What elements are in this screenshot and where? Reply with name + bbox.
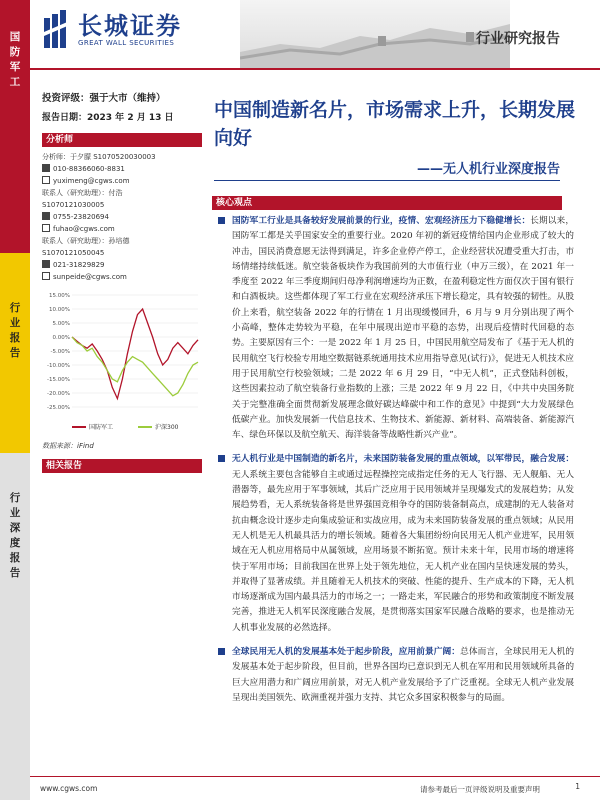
y-tick-label: -25.00% <box>47 405 70 411</box>
logo-text-cn: 长城证券 <box>78 11 182 40</box>
logo <box>44 10 182 50</box>
y-tick-label: 5.00% <box>52 321 70 327</box>
report-type: 行业研究报告 <box>476 31 560 47</box>
contact-line: S1070121030005 <box>42 201 105 209</box>
y-tick-label: 15.00% <box>49 293 70 299</box>
page-header <box>30 0 600 70</box>
contact-line: 联系人（研究助理）：孙培德 <box>42 237 130 245</box>
chart-source: 数据来源：iFind <box>42 442 94 450</box>
side-depth-tag: 行业深度报告 <box>0 453 30 800</box>
analyst-phone: 010-88366060-8831 <box>42 163 202 175</box>
y-tick-label: 0.00% <box>52 335 70 341</box>
investment-rating: 投资评级：强于大市（维持） <box>42 93 166 104</box>
mail-icon <box>42 176 50 184</box>
contact-email[interactable]: sunpeide@cgws.com <box>42 271 202 283</box>
report-date: 报告日期：2023 年 2 月 13 日 <box>42 113 174 123</box>
mail-icon <box>42 224 50 232</box>
phone-icon <box>42 260 50 268</box>
great-wall-image <box>240 0 510 68</box>
phone-icon <box>42 164 50 172</box>
series-line <box>72 309 198 399</box>
report-subtitle: ——无人机行业深度报告 <box>416 162 560 177</box>
y-tick-label: -10.00% <box>47 363 70 369</box>
y-tick-label: 10.00% <box>49 307 70 313</box>
side-bar <box>0 0 30 800</box>
core-paragraph <box>214 645 574 706</box>
title-divider <box>214 180 560 181</box>
page-footer <box>30 776 600 800</box>
performance-chart-svg <box>42 289 202 439</box>
phone-icon <box>42 212 50 220</box>
paragraph-lead: 全球民用无人机的发展基本处于起步阶段，应用前景广阔： <box>232 647 461 658</box>
logo-mark-icon <box>44 10 72 50</box>
paragraph-text: 无人系统主要包含能够自主或通过远程操控完成指定任务的无人飞行器、无人舰船、无人潜器等，最先应用于军事领域，其后广泛应用于民用领域并呈现爆发式的发展趋势；从发展趋势看，无人系统装备将是世界强国竞相争夺的国防装备制高点，成建制的无人装备对抗由概念设计逐步走向集成验证和实战应用，成为未来国防装备发展的重点领域；从民用无人机是无人机最具活力的增长领域。随着各大集团纷纷向民用无人机产业进军，民用领域在无人机应用格局中从属领域，应用场景不断拓宽。预计未来十年，民用市场的增速将快于军用市场；目前我国在世界上处于领先地位，无人机产业在国内呈快速发展的势头，并取得了显著成绩。并且随着无人机技术的突破、性能的提升、生产成本的下降，无人机市场逐渐成为国内最具活力的市场之一；一路走来，军民融合的形势和政策制度不断发展完善，推进无人机军民深度融合发展，是贯彻落实国家军民融合战略的要求，也是推动无人机事业发展的必然选择。 <box>232 469 574 633</box>
footer-url[interactable]: www.cgws.com <box>40 784 98 793</box>
info-column <box>42 90 202 477</box>
mail-icon <box>42 272 50 280</box>
performance-chart <box>42 289 202 439</box>
core-view-body <box>214 214 574 715</box>
y-tick-label: -20.00% <box>47 391 70 397</box>
y-tick-label: -5.00% <box>50 349 70 355</box>
report-title: 中国制造新名片，市场需求上升，长期发展向好 <box>214 99 576 149</box>
side-industry-tag: 国防军工 <box>0 0 30 253</box>
logo-text-en: GREAT WALL SECURITIES <box>78 39 175 47</box>
legend-label: 国防军工 <box>89 424 114 431</box>
paragraph-text: 总体而言，全球民用无人机的发展基本处于起步阶段，但目前，世界各国均已意识到无人机在军用和民用领域所具备的巨大应用潜力和广阔应用前景，对无人机产业发展给予了广泛重视。全球无人机产业发展呈现出美国领先、欧洲重视并强力支持、其它众多国家积极参与的局面。 <box>232 647 575 703</box>
analyst-info <box>42 151 202 283</box>
footer-disclaimer: 请参考最后一页评级说明及重要声明 <box>420 785 540 794</box>
contact-line: S1070121050045 <box>42 249 105 257</box>
analyst-email[interactable]: yuximeng@cgws.com <box>42 175 202 187</box>
analyst-section-header: 分析师 <box>42 133 202 147</box>
core-view-header: 核心观点 <box>212 196 562 210</box>
paragraph-lead: 国防军工行业是具备较好发展前景的行业，疫情、宏观经济压力下稳健增长： <box>232 216 531 226</box>
analyst-line: 分析师：于夕朦 S1070520030003 <box>42 153 156 161</box>
contact-line: 联系人（研究助理）：付浩 <box>42 189 123 197</box>
contact-phone: 0755-23820694 <box>42 211 202 223</box>
contact-email[interactable]: fuhao@cgws.com <box>42 223 202 235</box>
core-paragraph <box>214 214 574 443</box>
paragraph-text: 长期以来，国防军工都是关乎国家安全的重要行业。2020 年初的新冠疫情给国内企业形成了较大的冲击，国民消费意愿无法得到满足，许多企业停产停工，企业经营状况遭受重大打击，市场情绪持续低迷。航空装备板块作为我国前列的大市值行业（申万三级），在 2021 年一季度至 2022 年三季度期间归母净利润增速均为正数，在盈利稳定性方面仅次于国有银行和白酒板块。这些都体现了军工行业在宏观经济承压下增长稳定，具有较强的韧性。从股价上来看，航空装备 2022 年的行情在 1 月出现缓慢回升，6 月与 9 月分别出现了两个小高峰，整体走势较为平稳，在年中展现出逆市平稳的态势，出现后疫情时代回稳的态势。主要原因有三个：一是 2022 年 1 月 25 日，中国民用航空局发布了《基于无人机的民用航空飞行校验专用地空数据链系统通用技术应用指导意见(试行)》，促进无人机技术应用于民用航空行校验领域；二是 2022 年 6 月 29 日，“中无人机”，正式登陆科创板，这些因素拉动了航空装备行业指数的上涨；三是 2022 年 9 月 22 日，《中共中央国务院关于完整准确全面贯彻新发展理念做好碳达峰碳中和工作的意见》中提到“大力发展绿色低碳产业。加快发展新一代信息技术、生物技术、新能源、新材料、高端装备、新能源汽车、绿色环保以及航空航天、海洋装备等战略性新兴产业”。 <box>232 216 575 441</box>
page-number: 1 <box>575 782 580 791</box>
y-tick-label: -15.00% <box>47 377 70 383</box>
paragraph-lead: 无人机行业是中国制造的新名片，未来国防装备发展的重点领域，以军带民，融合发展： <box>232 454 574 465</box>
side-report-tag: 行业报告 <box>0 253 30 453</box>
contact-phone: 021-31829829 <box>42 259 202 271</box>
legend-label: 沪深300 <box>155 424 179 431</box>
core-paragraph <box>214 452 574 636</box>
related-reports-header: 相关报告 <box>42 459 202 473</box>
